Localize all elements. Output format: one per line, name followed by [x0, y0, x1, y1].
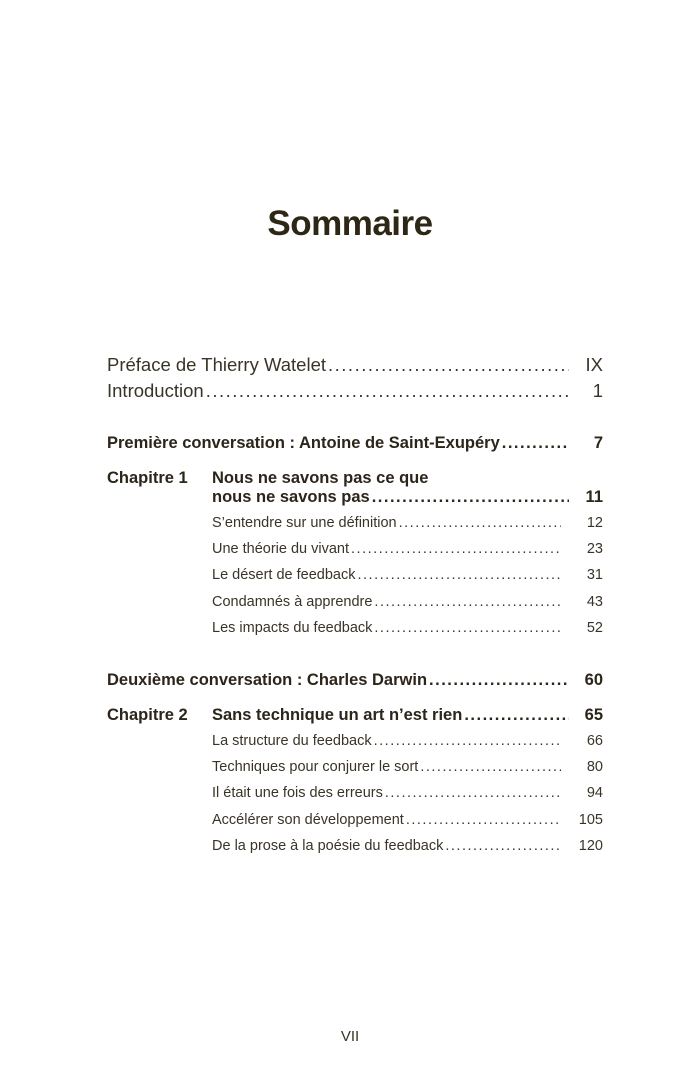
dot-leader — [374, 591, 561, 613]
toc-entry-label: Les impacts du feedback — [212, 619, 373, 636]
toc-entry-label: Préface de Thierry Watelet — [107, 354, 327, 375]
toc-entry-label: Il était une fois des erreurs — [212, 785, 383, 802]
toc-entry-label: Introduction — [107, 380, 204, 401]
dot-leader — [420, 756, 561, 778]
dot-leader — [445, 835, 561, 857]
toc-entry-chapter-1[interactable] — [212, 486, 603, 508]
toc-entry-label: Une théorie du vivant — [212, 541, 350, 558]
toc-entry-section[interactable] — [212, 756, 603, 778]
toc-entry-section[interactable] — [212, 809, 603, 831]
chapter-2-label: Chapitre 2 — [107, 706, 188, 724]
toc-entry-page: 120 — [578, 837, 603, 854]
toc-entry-page: 94 — [586, 785, 603, 802]
dot-leader — [206, 380, 569, 402]
toc-entry-introduction[interactable] — [107, 380, 603, 402]
toc-entry-page: IX — [585, 354, 603, 375]
toc-entry-section[interactable] — [212, 538, 603, 560]
toc-entry-page: 1 — [592, 380, 603, 401]
toc-entry-label: S’entendre sur une définition — [212, 515, 397, 531]
dot-leader — [429, 669, 569, 691]
toc-entry-label: Techniques pour conjurer le sort — [212, 759, 419, 776]
dot-leader — [372, 486, 569, 508]
toc-entry-label: Première conversation : Antoine de Saint-Exupéry — [107, 434, 500, 452]
toc-entry-label: Deuxième conversation : Charles Darwin — [107, 671, 428, 689]
dot-leader — [358, 564, 562, 586]
dot-leader — [502, 432, 569, 454]
toc-entry-page: 12 — [586, 515, 603, 531]
toc-entry-page: 80 — [586, 759, 603, 776]
toc-entry-section[interactable] — [212, 617, 603, 639]
toc-entry-page: 65 — [584, 706, 603, 724]
toc-entry-conversation-1[interactable] — [107, 432, 603, 454]
page-title: Sommaire — [267, 204, 433, 243]
chapter-1-title-line1[interactable]: Nous ne savons pas ce que — [212, 469, 429, 487]
toc-entry-page: 66 — [586, 733, 603, 749]
toc-entry-page: 31 — [586, 567, 603, 584]
page-number: VII — [340, 1028, 360, 1045]
toc-entry-page: 7 — [593, 434, 603, 452]
toc-entry-section[interactable] — [212, 730, 603, 752]
toc-entry-label: Accélérer son développement — [212, 811, 404, 828]
toc-entry-label: La structure du feedback — [212, 733, 372, 749]
toc-entry-section[interactable] — [212, 782, 603, 804]
toc-entry-section[interactable] — [212, 835, 603, 857]
dot-leader — [374, 730, 561, 752]
toc-entry-label: nous ne savons pas — [212, 488, 370, 506]
toc-entry-page: 11 — [585, 488, 603, 506]
dot-leader — [374, 617, 561, 639]
dot-leader — [351, 538, 561, 560]
toc-entry-page: 43 — [586, 593, 603, 610]
toc-entry-section[interactable] — [212, 564, 603, 586]
toc-entry-label: De la prose à la poésie du feedback — [212, 837, 444, 854]
toc-entry-page: 23 — [586, 541, 603, 558]
dot-leader — [406, 809, 561, 831]
toc-entry-page: 105 — [578, 811, 603, 828]
dot-leader — [464, 704, 569, 726]
toc-entry-label: Sans technique un art n’est rien — [212, 706, 463, 724]
dot-leader — [328, 354, 569, 376]
toc-entry-page: 60 — [584, 671, 603, 689]
toc-entry-preface[interactable] — [107, 354, 603, 376]
toc-entry-conversation-2[interactable] — [107, 669, 603, 691]
toc-entry-section[interactable] — [212, 512, 603, 534]
dot-leader — [385, 782, 561, 804]
chapter-1-label: Chapitre 1 — [107, 469, 188, 487]
toc-entry-label: Le désert de feedback — [212, 567, 356, 584]
toc-entry-chapter-2[interactable] — [212, 704, 603, 726]
toc-entry-page: 52 — [586, 619, 603, 636]
toc-entry-section[interactable] — [212, 591, 603, 613]
toc-entry-label: Condamnés à apprendre — [212, 593, 373, 610]
dot-leader — [399, 512, 561, 534]
